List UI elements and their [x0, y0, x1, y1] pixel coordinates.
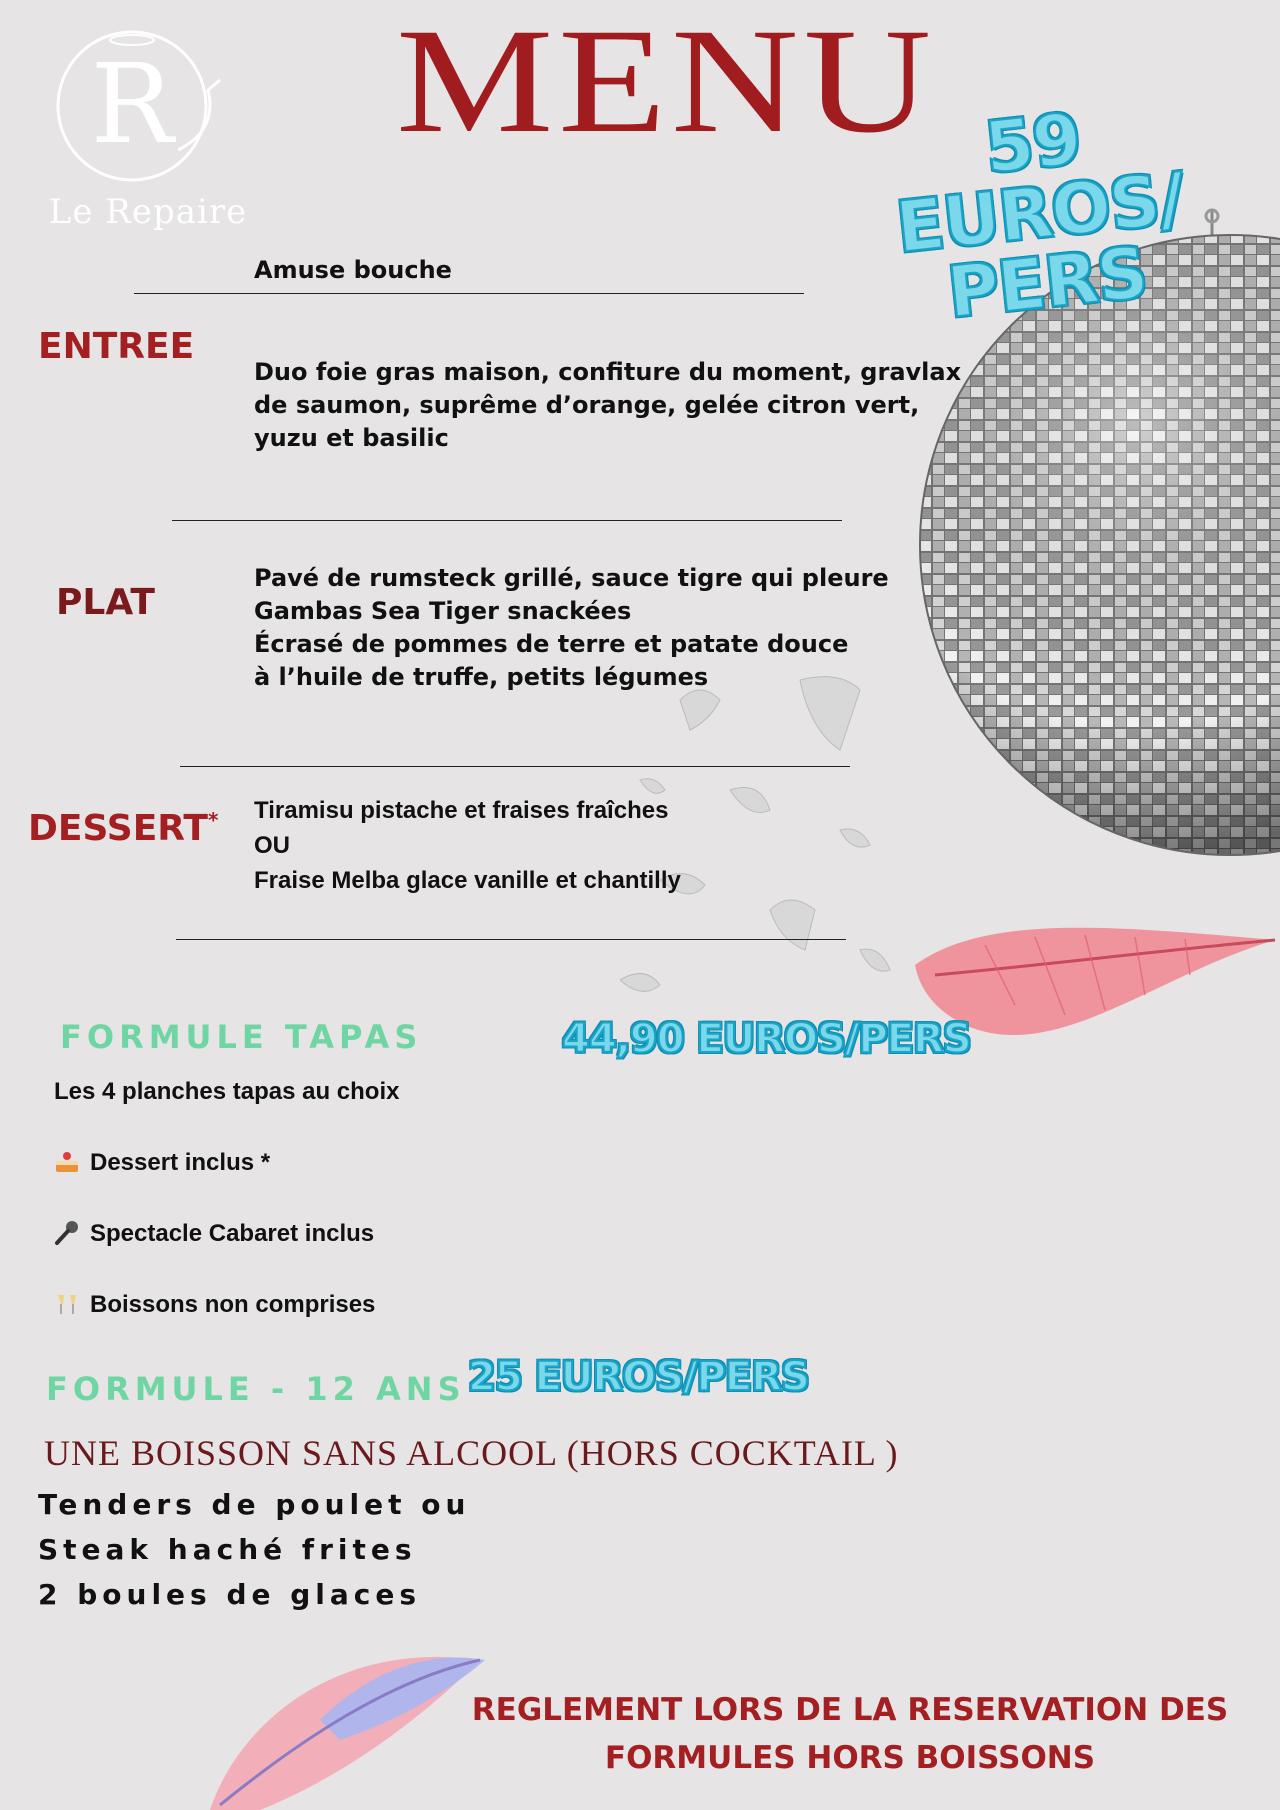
dessert-line: Fraise Melba glace vanille et chantilly: [254, 867, 681, 894]
kids-drink: UNE BOISSON SANS ALCOOL (HORS COCKTAIL ): [44, 1433, 899, 1473]
main-price: 59 EUROS/ PERS: [892, 97, 1188, 334]
divider: [134, 293, 804, 294]
kids-line: Steak haché frites: [38, 1533, 417, 1566]
amuse-bouche: Amuse bouche: [254, 256, 452, 284]
plat-line: Écrasé de pommes de terre et patate douce: [254, 630, 849, 658]
entree-line: de saumon, suprême d’orange, gelée citron vert,: [254, 391, 920, 419]
formule-tapas-price: 44,90 EUROS/PERS: [562, 1016, 971, 1062]
logo-brand-text: Le Repaire: [48, 192, 248, 232]
tapas-line: Boissons non comprises: [90, 1291, 376, 1318]
divider: [172, 520, 842, 521]
formule-kids-price: 25 EUROS/PERS: [468, 1354, 809, 1400]
plat-dishes: [254, 562, 889, 694]
divider: [176, 939, 846, 940]
formule-kids-title: FORMULE - 12 ANS: [46, 1370, 466, 1408]
plat-line: Gambas Sea Tiger snackées: [254, 597, 632, 625]
tapas-cabaret-item: [54, 1220, 374, 1248]
payment-notice-line: REGLEMENT LORS DE LA RESERVATION DES: [471, 1692, 1229, 1728]
divider: [180, 766, 850, 767]
entree-dishes: [254, 356, 961, 455]
champagne-icon: [54, 1291, 80, 1317]
plat-line: Pavé de rumsteck grillé, sauce tigre qui pleure: [254, 564, 889, 592]
plat-label: PLAT: [56, 582, 155, 623]
payment-notice-line: FORMULES HORS BOISSONS: [604, 1740, 1096, 1776]
dessert-label: [28, 808, 218, 849]
logo-emblem-icon: [48, 20, 248, 190]
kids-line: Tenders de poulet ou: [38, 1488, 471, 1521]
microphone-icon: [54, 1220, 80, 1246]
logo: [48, 20, 248, 240]
entree-line: yuzu et basilic: [254, 424, 449, 452]
page-title: MENU: [396, 0, 937, 164]
entree-label: ENTREE: [38, 326, 195, 367]
tapas-drinks-item: [54, 1291, 375, 1319]
tapas-line: Spectacle Cabaret inclus: [90, 1220, 375, 1247]
tapas-line: Dessert inclus *: [90, 1149, 271, 1176]
svg-text:R: R: [90, 40, 174, 168]
kids-dishes: [38, 1482, 470, 1617]
tapas-dessert-item: [54, 1149, 270, 1177]
payment-notice: [460, 1686, 1240, 1782]
kids-line: 2 boules de glaces: [38, 1578, 422, 1611]
dessert-marker: *: [207, 808, 219, 832]
entree-line: Duo foie gras maison, confiture du moment, gravlax: [254, 358, 962, 386]
cake-icon: [54, 1149, 80, 1175]
formule-tapas-title: FORMULE TAPAS: [60, 1018, 423, 1056]
tapas-line: Les 4 planches tapas au choix: [54, 1078, 400, 1105]
dessert-line: Tiramisu pistache et fraises fraîches: [254, 797, 669, 824]
dessert-line: OU: [254, 832, 290, 859]
dessert-label-text: DESSERT: [28, 808, 208, 849]
dessert-dishes: [254, 793, 681, 898]
pastel-feather-icon: [200, 1600, 500, 1810]
plat-line: à l’huile de truffe, petits légumes: [254, 663, 709, 691]
